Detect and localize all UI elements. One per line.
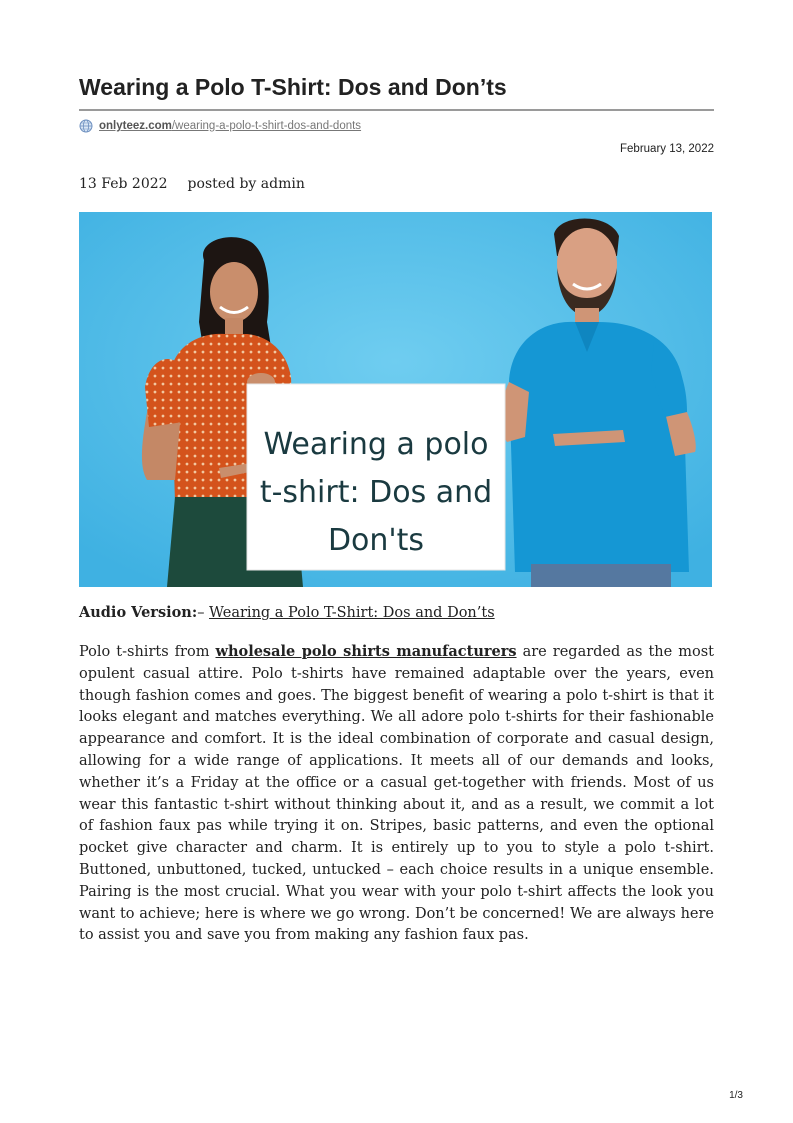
sign-line-1: Wearing a polo	[263, 427, 489, 462]
post-date: 13 Feb 2022	[79, 176, 168, 192]
article-title: Wearing a Polo T-Shirt: Dos and Don’ts	[79, 74, 507, 100]
source-path: /wearing-a-polo-t-shirt-dos-and-donts	[171, 120, 362, 132]
sign-board	[247, 384, 505, 570]
hero-illustration	[79, 212, 712, 587]
manufacturers-link[interactable]: wholesale polo shirts manufacturers	[215, 643, 517, 660]
source-domain: onlyteez.com	[99, 120, 172, 132]
saved-date: February 13, 2022	[620, 143, 714, 155]
source-url	[79, 117, 361, 135]
audio-label: Audio Version:	[79, 604, 198, 621]
audio-link[interactable]: Wearing a Polo T-Shirt: Dos and Don’ts	[209, 605, 495, 621]
globe-icon	[79, 119, 93, 133]
audio-separator: –	[197, 605, 205, 621]
sign-line-3: Don'ts	[327, 523, 425, 558]
page-indicator: 1/3	[729, 1090, 743, 1101]
audio-version	[79, 604, 495, 621]
post-meta	[79, 176, 305, 192]
source-link[interactable]	[99, 120, 361, 132]
hero-image	[79, 212, 712, 587]
intro-text: Polo t-shirts from	[79, 644, 216, 660]
intro-paragraph	[79, 641, 714, 947]
body-text: are regarded as the most opulent casual attire. Polo t-shirts have remained adaptable over the years, even though fashion comes and goes. The biggest benefit of wearing a polo t-shirt is that it looks elegant and matches everything. We all adore polo t-shirts for their fashionable appearance and comfort. It is the ideal combination of corporate and casual design, allowing for a wide range of applications. It meets all of our demands and looks, whether it’s a Friday at the office or a casual get-together with friends. Most of us wear this fantastic t-shirt without thinking about it, and as a result, we commit a lot of fashion faux pas while trying it on. Stripes, basic patterns, and even the optional pocket give character and charm. It is entirely up to you to style a polo t-shirt. Buttoned, unbuttoned, tucked, untucked – each choice results in a unique ensemble. Pairing is the most crucial. What you wear with your polo t-shirt affects the look you want to achieve; here is where we go wrong. Don’t be concerned! We are always here to assist you and save you from making any fashion faux pas.	[79, 644, 714, 944]
title-divider	[79, 109, 714, 111]
sign-line-2: t-shirt: Dos and	[259, 475, 493, 510]
post-author: posted by admin	[187, 176, 305, 192]
